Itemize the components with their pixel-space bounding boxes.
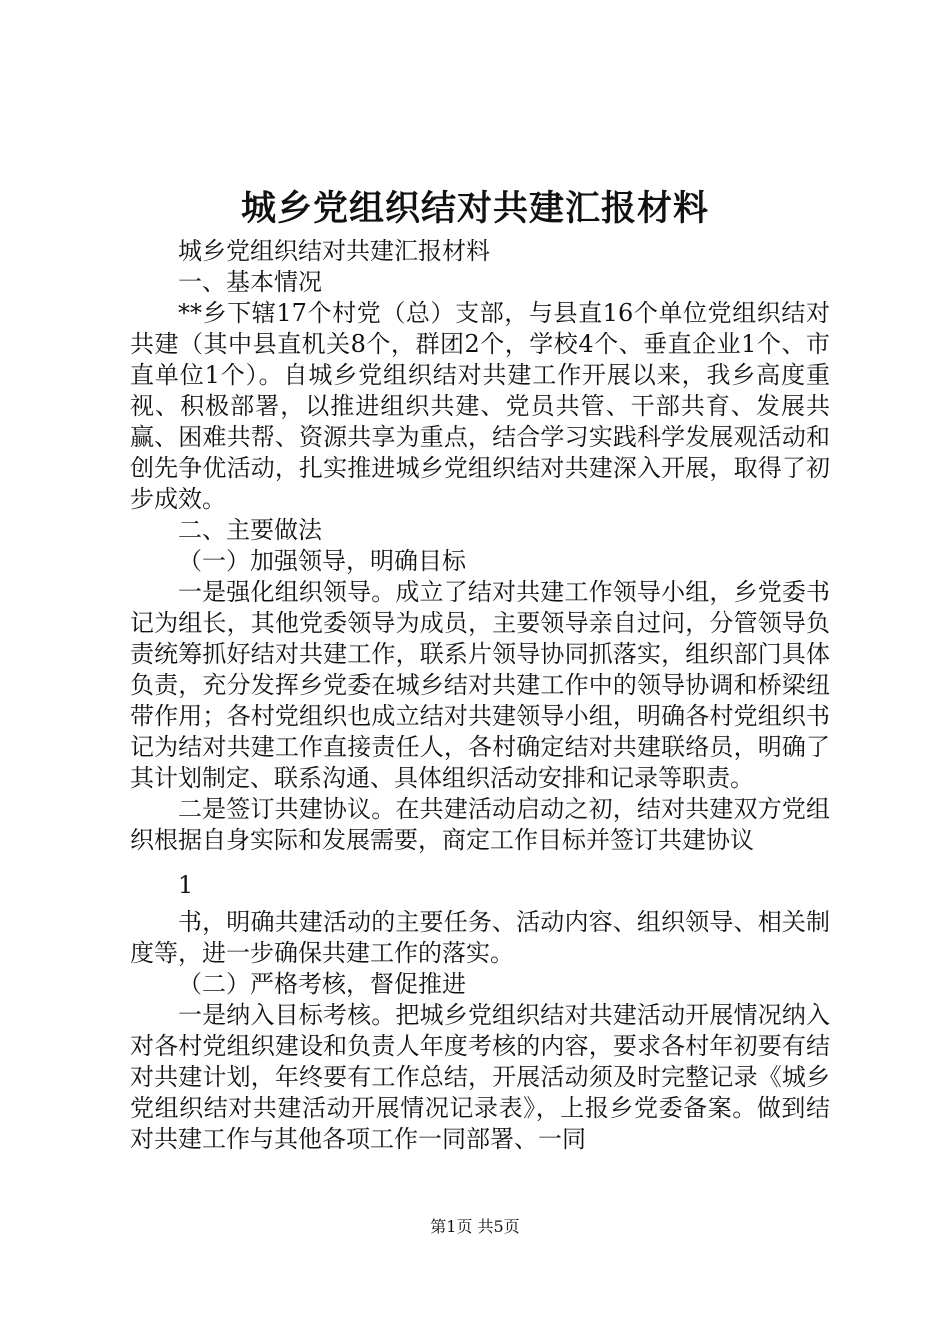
inline-page-number: 1 [178, 871, 194, 899]
section-heading-basic: 一、基本情况 [178, 268, 322, 296]
section-heading-methods: 二、主要做法 [178, 516, 322, 544]
paragraph-agreement-continued: 书，明确共建活动的主要任务、活动内容、组织领导、相关制度等，进一步确保共建工作的落实。 [130, 908, 830, 967]
page-footer: 第1页 共5页 [430, 1217, 520, 1236]
paragraph-leadership: 一是强化组织领导。成立了结对共建工作领导小组，乡党委书记为组长，其他党委领导为成员，主要领导亲自过问，分管领导负责统筹抓好结对共建工作，联系片领导协同抓落实，组织部门具体负责，充分发挥乡党委在城乡结对共建工作中的领导协调和桥梁纽带作用；各村党组织也成立结对共建领导小组，明确各村党组织书记为结对共建工作直接责任人，各村确定结对共建联络员，明确了其计划制定、联系沟通、具体组织活动安排和记录等职责。 [130, 578, 830, 792]
paragraph-subtitle: 城乡党组织结对共建汇报材料 [178, 237, 490, 265]
paragraph-assessment: 一是纳入目标考核。把城乡党组织结对共建活动开展情况纳入对各村党组织建设和负责人年度考核的内容，要求各村年初要有结对共建计划，年终要有工作总结，开展活动须及时完整记录《城乡党组织结对共建活动开展情况记录表》，上报乡党委备案。做到结对共建工作与其他各项工作一同部署、一同 [130, 1001, 830, 1153]
paragraph-agreement: 二是签订共建协议。在共建活动启动之初，结对共建双方党组织根据自身实际和发展需要，商定工作目标并签订共建协议 [130, 795, 830, 854]
subsection-heading-leadership: （一）加强领导，明确目标 [178, 547, 466, 575]
document-body [130, 236, 830, 1155]
document-title: 城乡党组织结对共建汇报材料 [240, 188, 709, 229]
subsection-heading-assessment: （二）严格考核，督促推进 [178, 970, 466, 998]
paragraph-basic-situation: **乡下辖17个村党（总）支部，与县直16个单位党组织结对共建（其中县直机关8个，群团2个，学校4个、垂直企业1个、市直单位1个）。自城乡党组织结对共建工作开展以来，我乡高度重视、积极部署，以推进组织共建、党员共管、干部共育、发展共赢、困难共帮、资源共享为重点，结合学习实践科学发展观活动和创先争优活动，扎实推进城乡党组织结对共建深入开展，取得了初步成效。 [130, 299, 830, 513]
